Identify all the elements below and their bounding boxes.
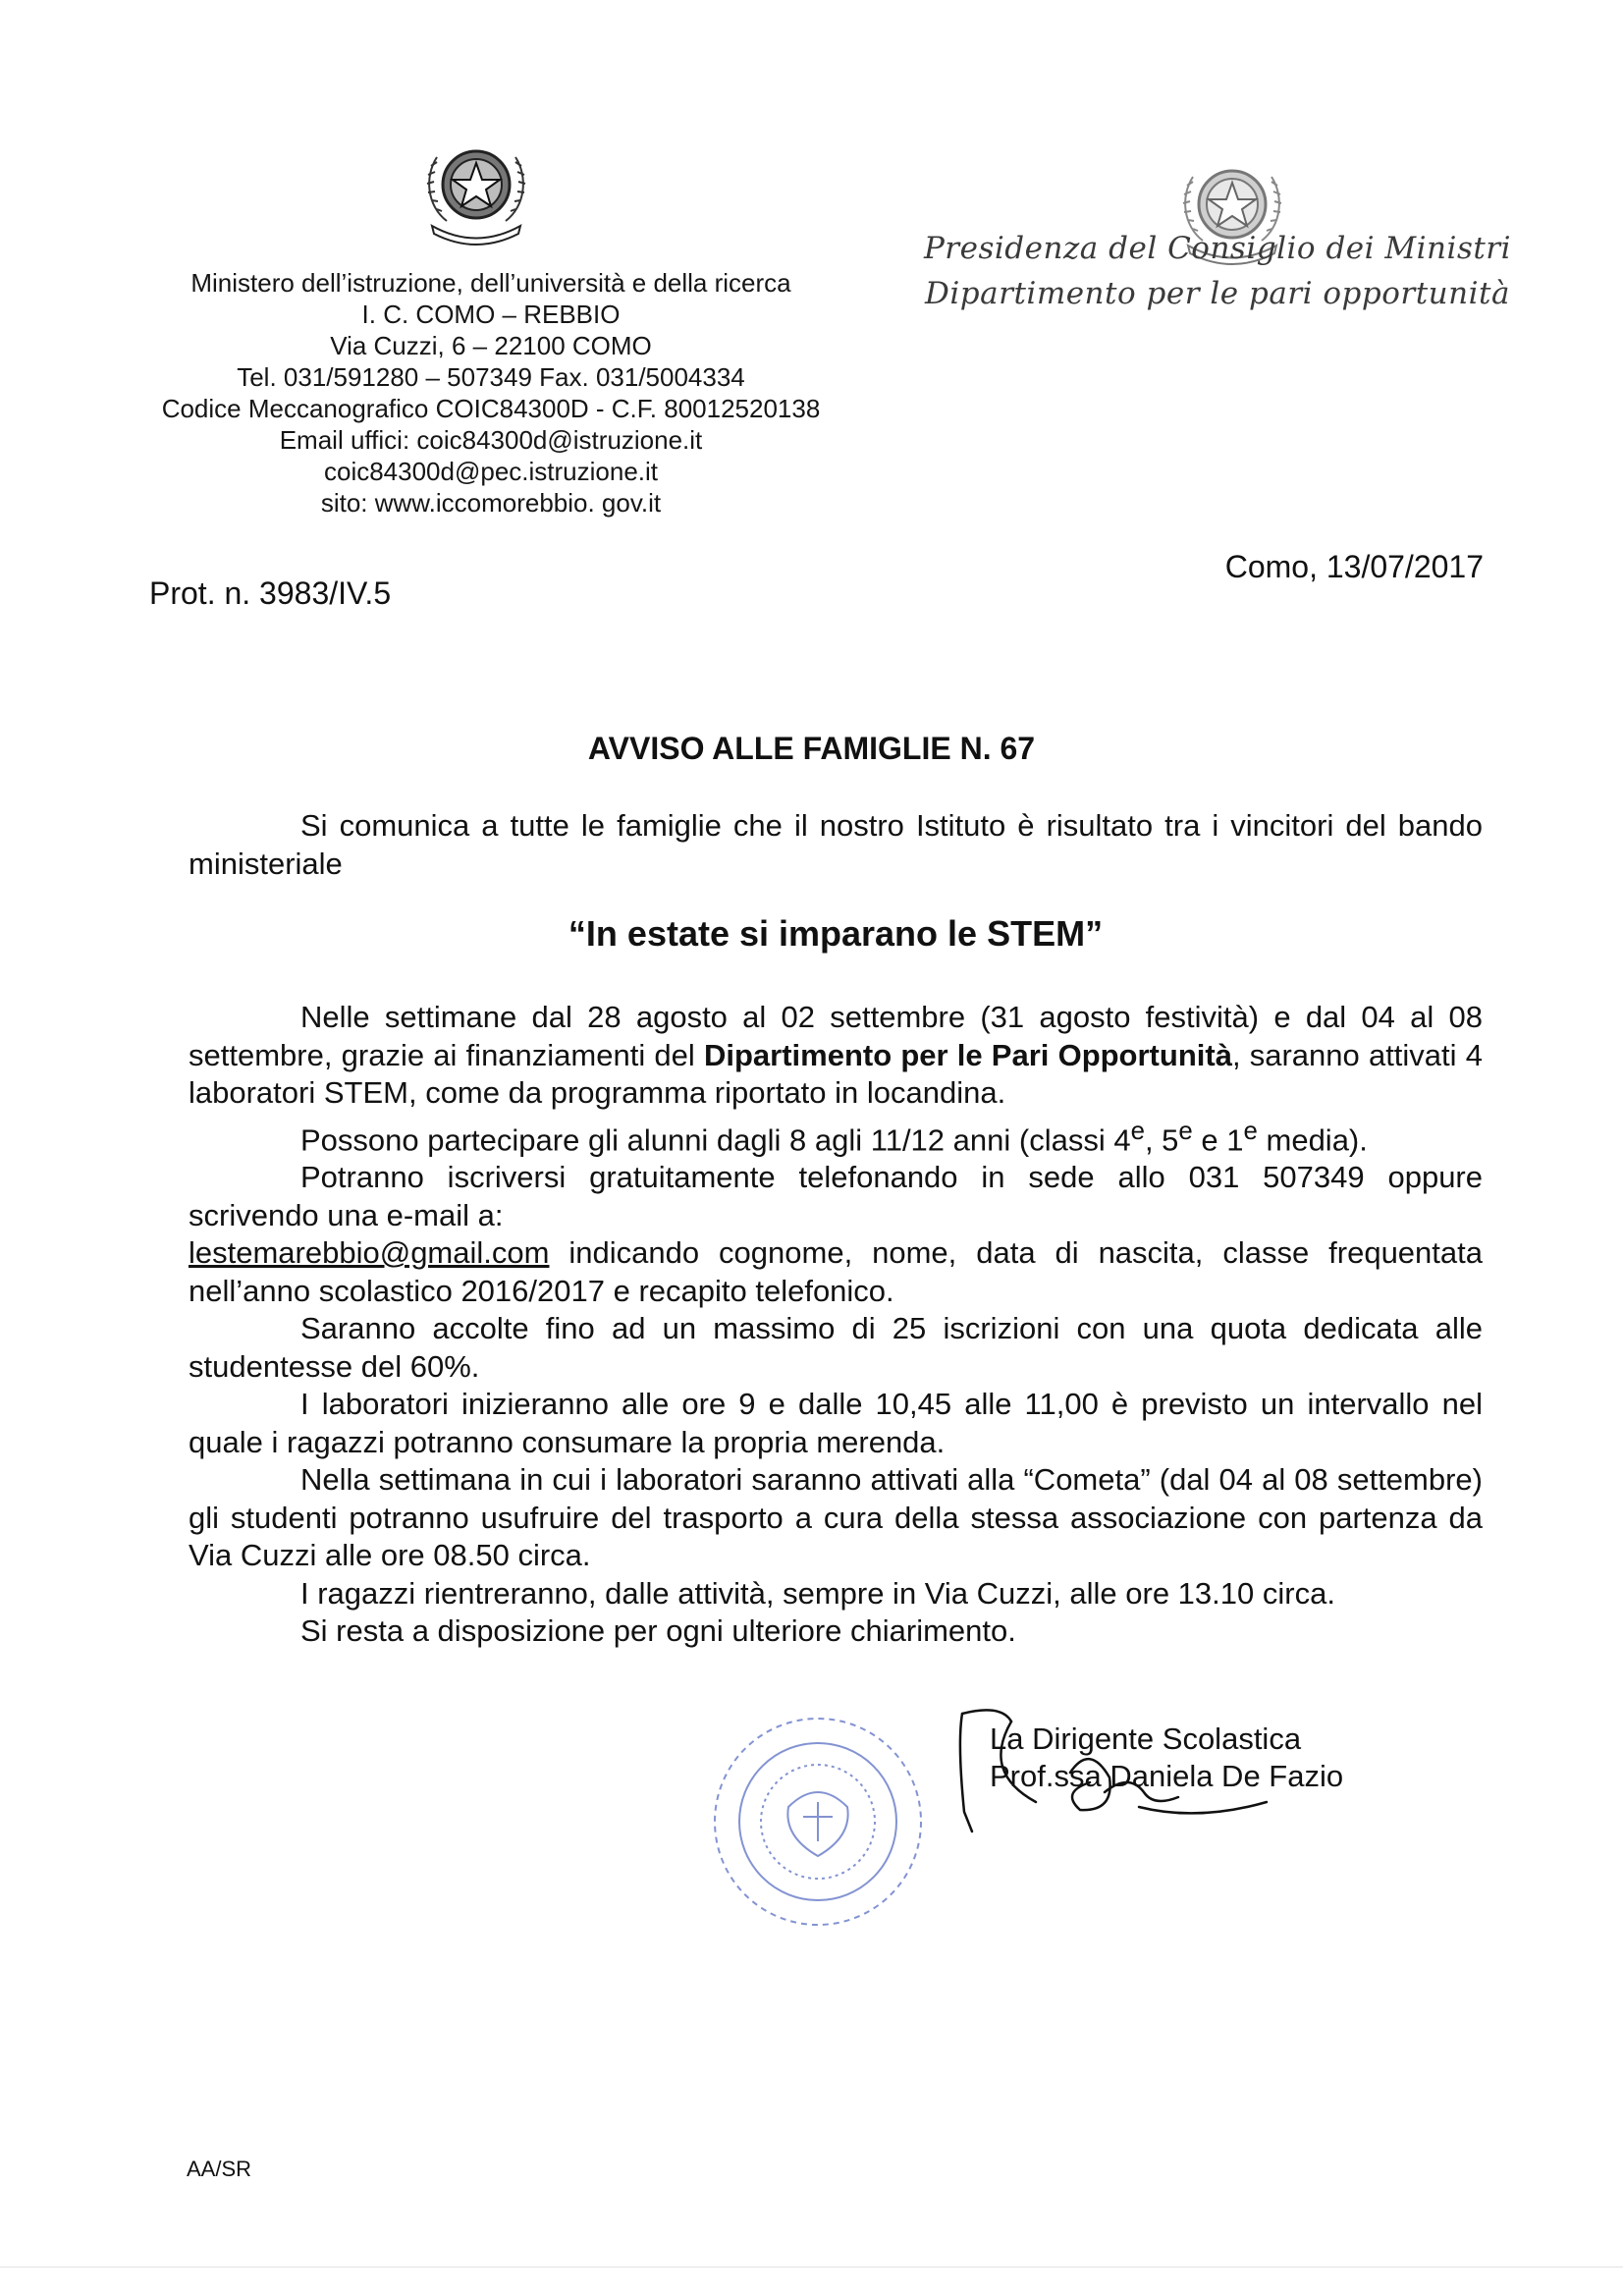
pec-line: coic84300d@pec.istruzione.it xyxy=(323,457,659,486)
school-stamp-icon xyxy=(705,1709,931,1935)
signature-block xyxy=(990,1721,1343,1795)
notice-body xyxy=(189,807,1483,1651)
contact-email-link[interactable]: lestemarebbio@gmail.com xyxy=(189,1235,550,1271)
return-paragraph: I ragazzi rientreranno, dalle attività, sempre in Via Cuzzi, alle ore 13.10 circa. xyxy=(300,1575,1335,1611)
signatory-role: La Dirigente Scolastica xyxy=(990,1722,1302,1756)
capacity-paragraph: Saranno accolte fino ad un massimo di 25 iscrizioni con una quota dedicata alle studentesse del 60%. xyxy=(189,1311,1483,1384)
ordinal-sup: e xyxy=(1130,1117,1145,1145)
author-initials: AA/SR xyxy=(187,2157,252,2181)
intro-paragraph: Si comunica a tutte le famiglie che il nostro Istituto è risultato tra i vincitori del bando ministeriale xyxy=(189,808,1483,881)
eligibility-paragraph xyxy=(189,1113,1483,1160)
weeks-paragraph xyxy=(189,999,1483,1113)
address-line: Via Cuzzi, 6 – 22100 COMO xyxy=(330,331,652,360)
ordinal-sup: e xyxy=(1243,1117,1258,1145)
protocol-number: Prot. n. 3983/IV.5 xyxy=(149,575,392,611)
signatory-name: Prof.ssa Daniela De Fazio xyxy=(990,1759,1344,1793)
eligibility-text: media). xyxy=(1257,1121,1368,1157)
email-paragraph xyxy=(189,1234,1483,1310)
email-instructions: indicando cognome, nome, data di nascita, classe frequentata nell’anno scolastico 2016/2017 e recapito telefonico. xyxy=(189,1235,1483,1308)
phone-line: Tel. 031/591280 – 507349 Fax. 031/5004334 xyxy=(237,362,745,392)
eligibility-text: Possono partecipare gli alunni dagli 8 agli 11/12 anni (classi 4 xyxy=(300,1121,1131,1157)
eligibility-text: , 5 xyxy=(1144,1121,1179,1157)
ordinal-sup: e xyxy=(1178,1117,1193,1145)
program-title: “In estate si imparano le STEM” xyxy=(568,913,1104,954)
presidency-heading xyxy=(903,226,1532,316)
closing-paragraph: Si resta a disposizione per ogni ulteriore chiarimento. xyxy=(300,1613,1016,1649)
presidency-line: Presidenza del Consiglio dei Ministri xyxy=(923,231,1512,266)
school-name-line: I. C. COMO – REBBIO xyxy=(361,300,621,329)
weeks-text-a: Nelle settimane dal 28 agosto al 02 settembre (31 agosto festività) e dal 04 al 08 settembre, grazie ai finanziamenti del xyxy=(189,1000,1483,1072)
enrollment-paragraph: Potranno iscriversi gratuitamente telefonando in sede allo 031 507349 oppure scrivendo una e-mail a: xyxy=(189,1160,1483,1232)
ministry-line: Ministero dell’istruzione, dell’università e della ricerca xyxy=(190,268,791,298)
school-header xyxy=(147,267,835,519)
department-line: Dipartimento per le pari opportunità xyxy=(925,276,1510,311)
codes-line: Codice Meccanografico COIC84300D - C.F. 80012520138 xyxy=(161,394,821,423)
email-line: Email uffici: coic84300d@istruzione.it xyxy=(279,425,703,455)
place-date: Como, 13/07/2017 xyxy=(1224,549,1484,584)
italian-republic-emblem-icon xyxy=(403,128,550,255)
weeks-text-b: , saranno attivati 4 laboratori STEM, come da programma riportato in locandina. xyxy=(189,1037,1483,1110)
notice-title: AVVISO ALLE FAMIGLIE N. 67 xyxy=(587,731,1036,766)
transport-paragraph: Nella settimana in cui i laboratori saranno attivati alla “Cometa” (dal 04 al 08 settembre) gli studenti potranno usufruire del trasporto a cura della stessa associazione con partenza da Via Cuzzi alle ore 08.50 circa. xyxy=(189,1462,1483,1573)
schedule-paragraph: I laboratori inizieranno alle ore 9 e dalle 10,45 alle 11,00 è previsto un intervallo nel quale i ragazzi potranno consumare la propria merenda. xyxy=(189,1387,1483,1459)
website-line: sito: www.iccomorebbio. gov.it xyxy=(320,488,662,518)
page-edge-divider xyxy=(0,2267,1623,2268)
eligibility-text: e 1 xyxy=(1192,1121,1244,1157)
department-name: Dipartimento per le Pari Opportunità xyxy=(703,1037,1232,1072)
